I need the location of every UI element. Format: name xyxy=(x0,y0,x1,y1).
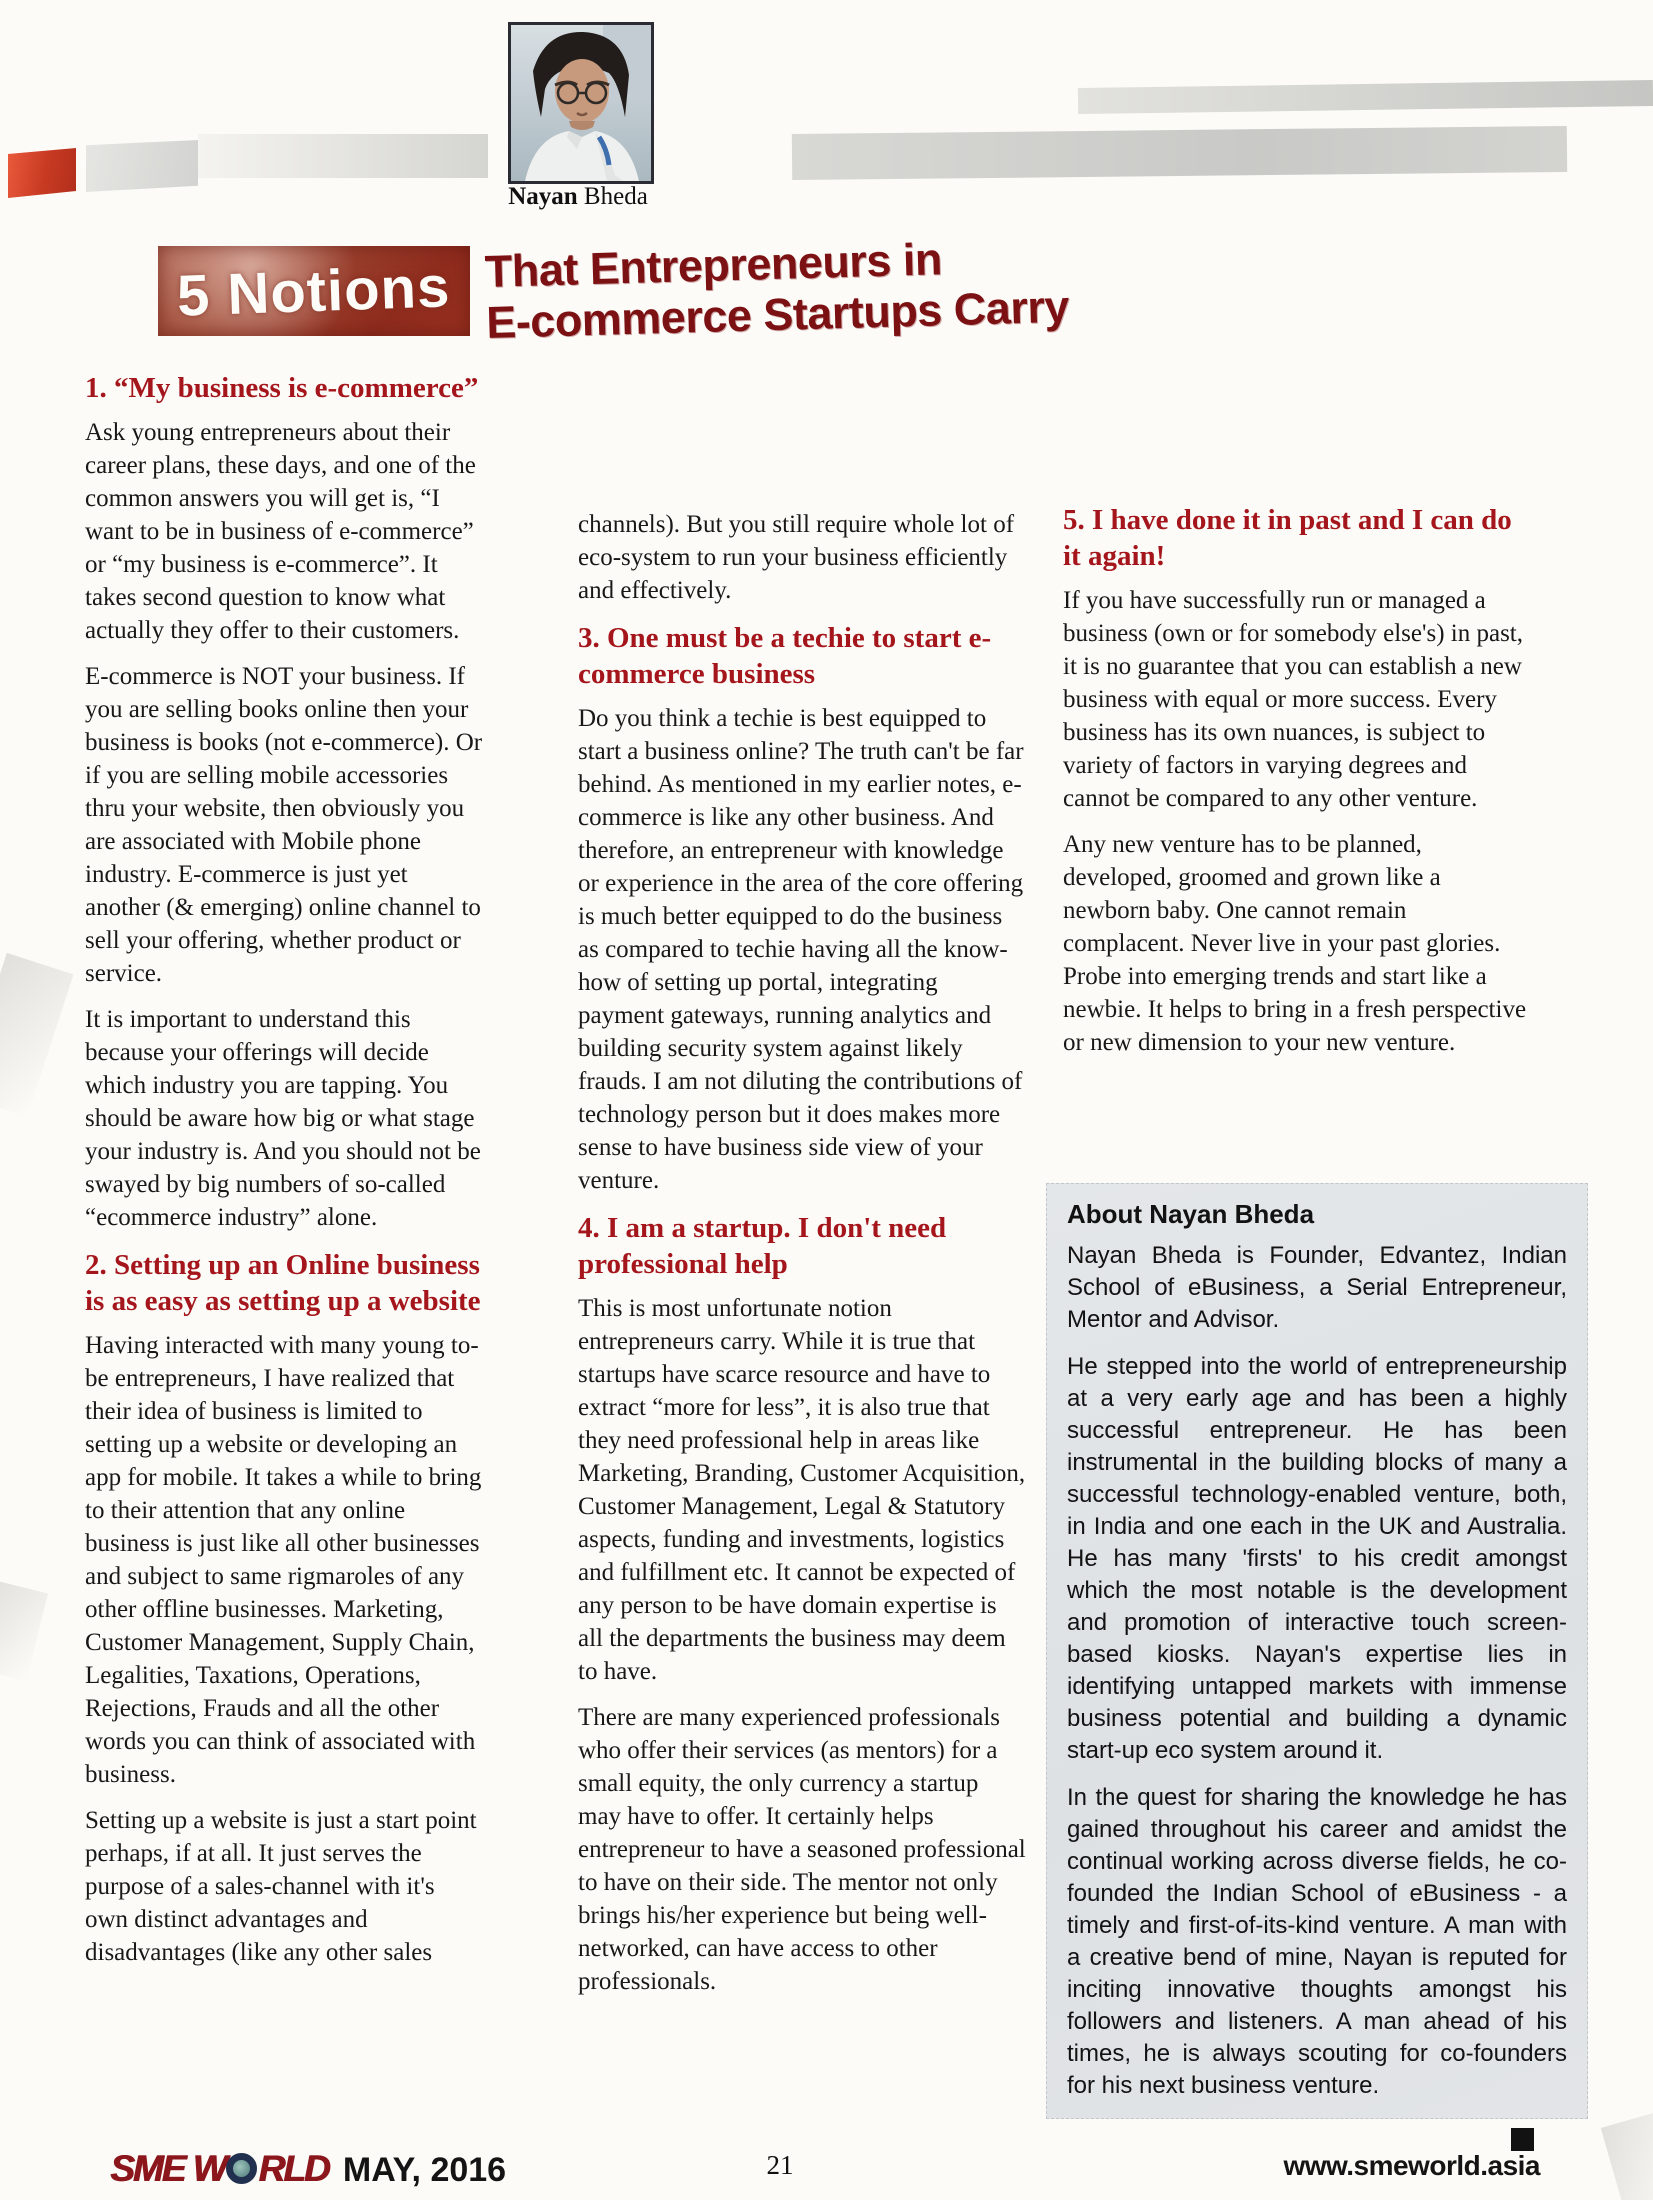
body-paragraph: Ask young entrepreneurs about their career plans, these days, and one of the common answers you will get is, “I want to be in business of e-commerce” or “my business is e-commerce”. It takes second question to know what actually they offer to their customers. xyxy=(85,419,476,644)
gray-accent-strip xyxy=(86,140,198,192)
author-photo xyxy=(508,22,654,184)
gray-band-left xyxy=(198,134,488,178)
logo-text-left: SME W xyxy=(110,2148,226,2189)
body-paragraph: This is most unfortunate notion entrepreneurs carry. While it is true that startups have scarce resource and have to extract “more for less”, it is also true that they need professional help in areas like Marketing, Branding, Customer Acquisition, Customer Management, Legal & Statutory aspects, funding and investments, logistics and fulfillment etc. It cannot be expected of any person to be have domain expertise is all the departments the business may deem to have. xyxy=(578,1295,1026,1685)
about-box-title: About Nayan Bheda xyxy=(1067,1199,1315,1229)
author-last-name: Bheda xyxy=(583,183,648,210)
author-first-name: Nayan xyxy=(508,183,578,210)
body-paragraph: Do you think a techie is best equipped to start a business online? The truth can't be far behind. As mentioned in my earlier notes, e-commerce is like any other business. And therefore, an entrepreneur with knowledge or experience in the area of the core offering is much better equipped to do the business as compared to techie having all the know-how of setting up portal, integrating payment gateways, running analytics and building security system against likely frauds. I am not diluting the contributions of technology person but it does makes more sense to have business side view of your venture. xyxy=(578,705,1024,1194)
article-title-line2: E-commerce Startups Carry xyxy=(485,281,1070,349)
article-title-line1: That Entrepreneurs in xyxy=(484,233,943,298)
author-portrait-illustration xyxy=(511,25,651,181)
about-paragraph: In the quest for sharing the knowledge he has gained throughout his career and amidst the continual working across diverse fields, he co-founded the Indian School of eBusiness - a timely and first-of-its-kind venture. A man with a creative bend of mine, Nayan is reputed for inciting innovative thoughts amongst his followers and listeners. A man ahead of his times, he is always scouting for co-founders for his next business venture. xyxy=(1067,1784,1567,2099)
section-heading: 2. Setting up an Online business is as easy as setting up a website xyxy=(85,1249,481,1317)
banner-badge xyxy=(158,246,470,336)
red-accent-shape xyxy=(8,148,76,198)
article-title xyxy=(484,228,1127,348)
body-paragraph: It is important to understand this because your offerings will decide which industry you are tapping. You should be aware how big or what stage your industry is. And you should not be swayed by big numbers of so-called “ecommerce industry” alone. xyxy=(85,1006,481,1231)
about-paragraph: He stepped into the world of entrepreneurship at a very early age and has been a highly successful entrepreneur. He has been instrumental in the building blocks of many a successful technology-enabled venture, both, in India and one each in the UK and Australia. He has many 'firsts' to his credit amongst which the most notable is the development and promotion of interactive touch screen-based kiosks. Nayan's expertise lies in identifying untapped markets with immense business potential and building a dynamic start-up eco system around it. xyxy=(1067,1353,1567,1764)
gray-band-top-right xyxy=(1078,80,1653,114)
section-heading: 4. I am a startup. I don't need professional help xyxy=(578,1212,947,1280)
issue-date: MAY, 2016 xyxy=(342,2151,507,2189)
article-column-3 xyxy=(1063,497,1533,1072)
logo-text-right: RLD xyxy=(258,2148,329,2189)
section-heading: 1. “My business is e-commerce” xyxy=(85,372,479,404)
body-paragraph: There are many experienced professionals who offer their services (as mentors) for a small equity, the only currency a startup may have to offer. It certainly helps entrepreneur to have a seasoned professional to have on their side. The mentor not only brings his/her experience but being well-networked, can have access to other professionals. xyxy=(578,1704,1026,1995)
body-paragraph: If you have successfully run or managed a business (own or for somebody else's) in past, it is no guarantee that you can establish a new business with equal or more success. Every business has its own nuances, is subject to variety of factors in varying degrees and cannot be compared to any other venture. xyxy=(1063,587,1523,812)
body-paragraph: E-commerce is NOT your business. If you are selling books online then your business is books (not e-commerce). Or if you are selling mobile accessories thru your website, then obviously you are associated with Mobile phone industry. E-commerce is just yet another (& emerging) online channel to sell your offering, whether product or service. xyxy=(85,663,483,987)
gray-band-right xyxy=(792,126,1567,180)
scan-smudge xyxy=(0,953,73,1117)
about-box-body xyxy=(1067,1240,1567,2102)
article-column-2 xyxy=(578,508,1026,2011)
section-heading: 5. I have done it in past and I can do it again! xyxy=(1063,504,1512,572)
scan-smudge xyxy=(1601,2111,1653,2200)
website-url: www.smeworld.asia xyxy=(1283,2150,1540,2181)
about-paragraph: Nayan Bheda is Founder, Edvantez, Indian School of eBusiness, a Serial Entrepreneur, Mentor and Advisor. xyxy=(1067,1242,1567,1333)
globe-icon xyxy=(226,2153,257,2184)
end-of-article-marker xyxy=(1511,2128,1534,2151)
article-column-1 xyxy=(85,365,483,1982)
about-author-box xyxy=(1046,1183,1588,2119)
magazine-logo xyxy=(110,2148,506,2190)
scan-smudge xyxy=(0,1579,48,1681)
body-paragraph: Setting up a website is just a start point perhaps, if at all. It just serves the purpose of a sales-channel with it's own distinct advantages and disadvantages (like any other sales xyxy=(85,1807,477,1966)
body-paragraph: Having interacted with many young to-be entrepreneurs, I have realized that their idea of business is limited to setting up a website or developing an app for mobile. It takes a while to bring to their attention that any online business is just like all other businesses and subject to same rigmaroles of any other offline businesses. Marketing, Customer Management, Supply Chain, Legalities, Taxations, Operations, Rejections, Frauds and all the other words you can think of associated with business. xyxy=(85,1332,482,1788)
author-caption xyxy=(448,183,708,211)
body-paragraph: Any new venture has to be planned, developed, groomed and grown like a newborn baby. One cannot remain complacent. Never live in your past glories. Probe into emerging trends and start like a newbie. It helps to bring in a fresh perspective or new dimension to your new venture. xyxy=(1063,831,1527,1056)
section-heading: 3. One must be a techie to start e-commerce business xyxy=(578,622,992,690)
body-paragraph: channels). But you still require whole lot of eco-system to run your business efficiently and effectively. xyxy=(578,511,1015,604)
page-number: 21 xyxy=(766,2150,794,2180)
banner-badge-text: 5 Notions xyxy=(176,253,452,329)
